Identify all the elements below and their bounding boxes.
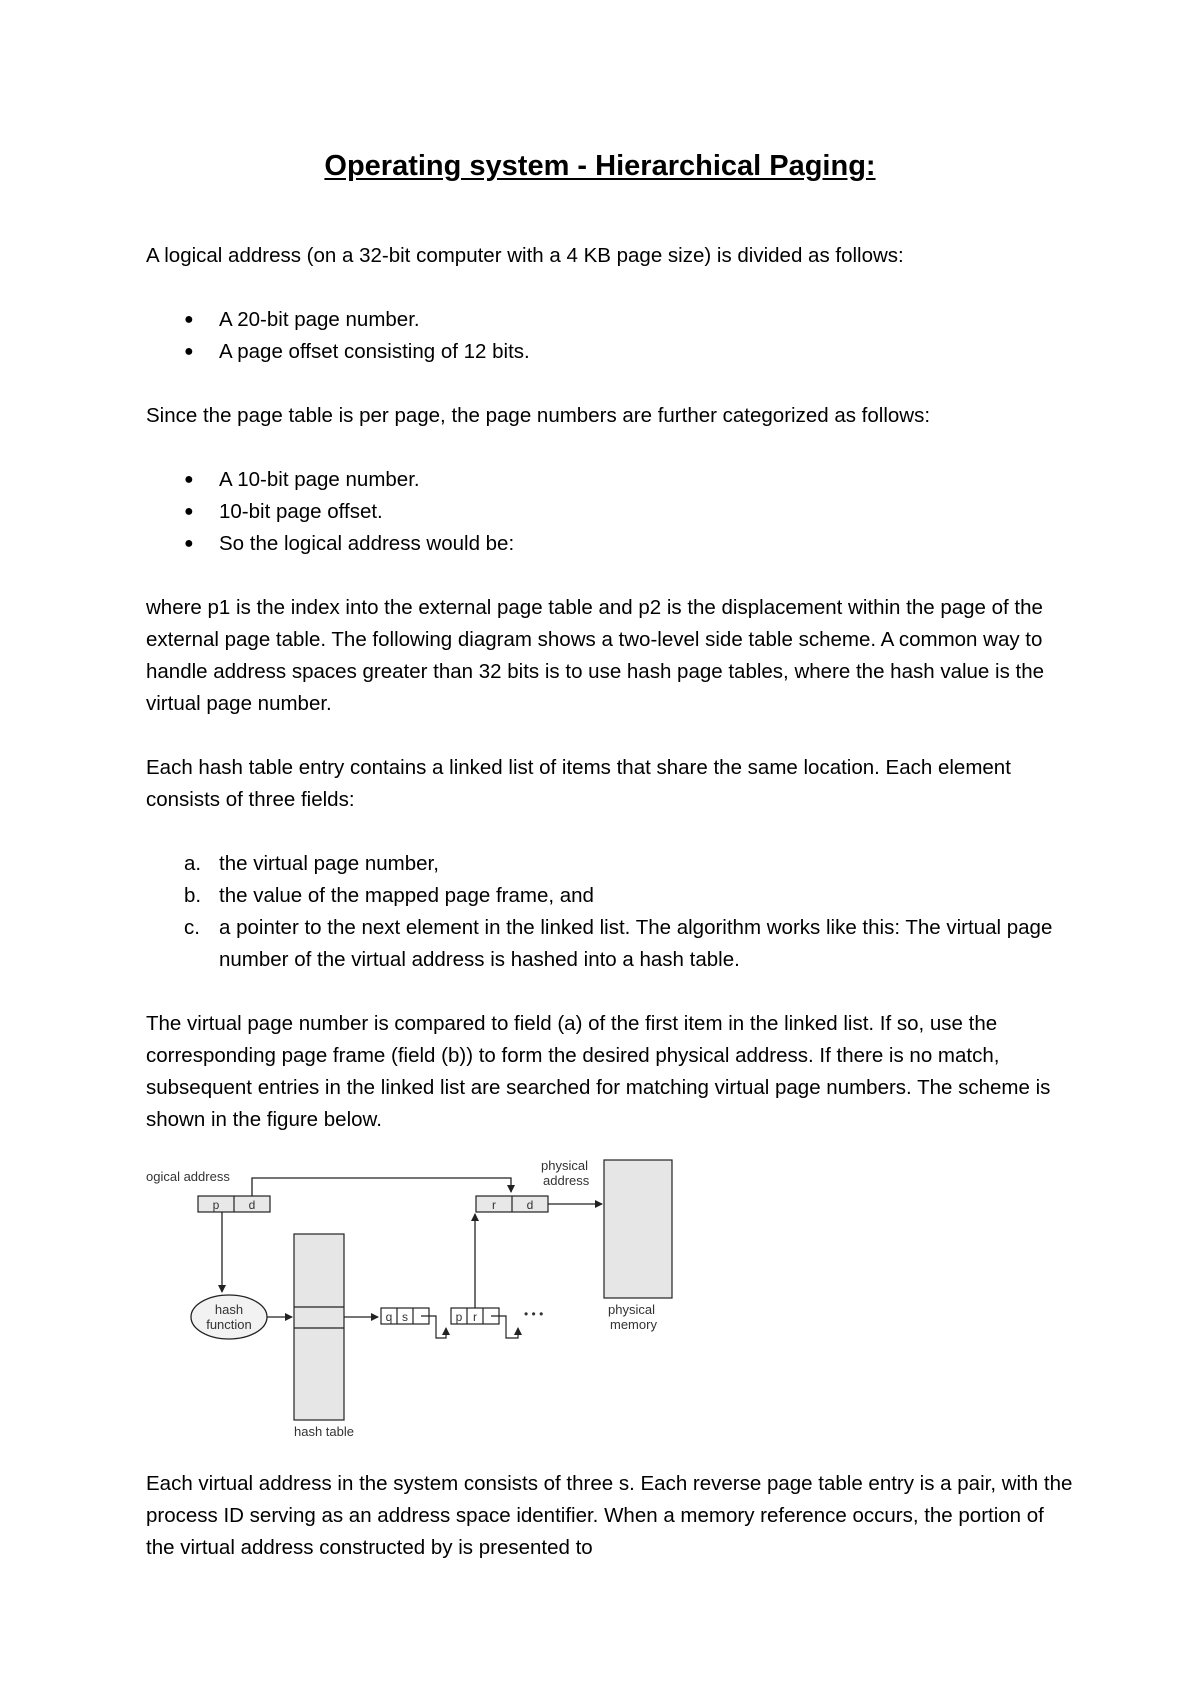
list-item: ● A page offset consisting of 12 bits. bbox=[146, 336, 1076, 368]
list-ellipsis: • • • bbox=[524, 1307, 544, 1321]
bullet-list-1 bbox=[146, 304, 1076, 368]
physical-memory-label-2: memory bbox=[610, 1317, 657, 1332]
paragraph-hash-entry: Each hash table entry contains a linked list of items that share the same location. Each element consists of three fields: bbox=[146, 756, 1011, 811]
bullet-icon: ● bbox=[184, 503, 194, 520]
hash-table-label: hash table bbox=[294, 1424, 354, 1439]
bullet-icon: ● bbox=[184, 471, 194, 488]
list-item: c. a pointer to the next element in the linked list. The algorithm works like this: The virtual page number of the virtual address is hashed into a hash table. bbox=[184, 916, 1053, 971]
physical-memory-box bbox=[604, 1160, 672, 1298]
paragraph-categorized: Since the page table is per page, the page numbers are further categorized as follows: bbox=[146, 404, 931, 427]
paragraph-reverse-table: Each virtual address in the system consists of three s. Each reverse page table entry is a pair, with the process ID serving as an address space identifier. When a memory reference occurs, the portion of the virtual address constructed by is presented to bbox=[146, 1472, 1073, 1559]
hash-table-box bbox=[294, 1234, 344, 1420]
bullet-icon: ● bbox=[184, 535, 194, 552]
list-item: ● 10-bit page offset. bbox=[146, 496, 1076, 528]
list-item: ● A 20-bit page number. bbox=[146, 304, 1076, 336]
hash-function-label-2: function bbox=[206, 1317, 252, 1332]
offset-field-d2: d bbox=[526, 1198, 534, 1212]
paragraph-p1-p2: where p1 is the index into the external page table and p2 is the displacement within the page of the external page table. The following diagram shows a two-level side table scheme. A common way to handle address spaces greater than 32 bits is to use hash page tables, where the hash value is the virtual page number. bbox=[146, 596, 1045, 715]
paragraph-compare: The virtual page number is compared to field (a) of the first item in the linked list. If so, use the corresponding page frame (field (b)) to form the desired physical address. If there is no match, subsequent entries in the linked list are searched for matching virtual page numbers. The scheme is shown in the figure below. bbox=[146, 1012, 1051, 1131]
lettered-list bbox=[146, 848, 1076, 976]
page-title: Operating system - Hierarchical Paging: bbox=[324, 150, 876, 182]
frame-field-r: r bbox=[492, 1198, 496, 1212]
list-item: ● So the logical address would be: bbox=[146, 528, 1076, 560]
list-item: ● A 10-bit page number. bbox=[146, 464, 1076, 496]
physical-address-label-2: address bbox=[543, 1173, 590, 1188]
page-field-p: p bbox=[212, 1198, 220, 1212]
node-2-field-p: p bbox=[455, 1310, 463, 1324]
logical-address-label: ogical address bbox=[146, 1169, 230, 1184]
node-1-field-q: q bbox=[385, 1310, 393, 1324]
physical-memory-label-1: physical bbox=[608, 1302, 655, 1317]
bullet-icon: ● bbox=[184, 343, 194, 360]
node-1-field-s: s bbox=[402, 1310, 408, 1324]
offset-field-d: d bbox=[248, 1198, 256, 1212]
node-2-field-r: r bbox=[473, 1310, 477, 1324]
physical-address-label-1: physical bbox=[541, 1158, 588, 1173]
hashed-page-table-diagram bbox=[146, 1152, 686, 1442]
bullet-icon: ● bbox=[184, 311, 194, 328]
list-item: a. the virtual page number, bbox=[184, 852, 439, 875]
paragraph-intro: A logical address (on a 32-bit computer with a 4 KB page size) is divided as follows: bbox=[146, 244, 904, 267]
bullet-list-2 bbox=[146, 464, 1076, 560]
hash-function-label-1: hash bbox=[214, 1302, 244, 1317]
list-item: b. the value of the mapped page frame, and bbox=[184, 884, 594, 907]
